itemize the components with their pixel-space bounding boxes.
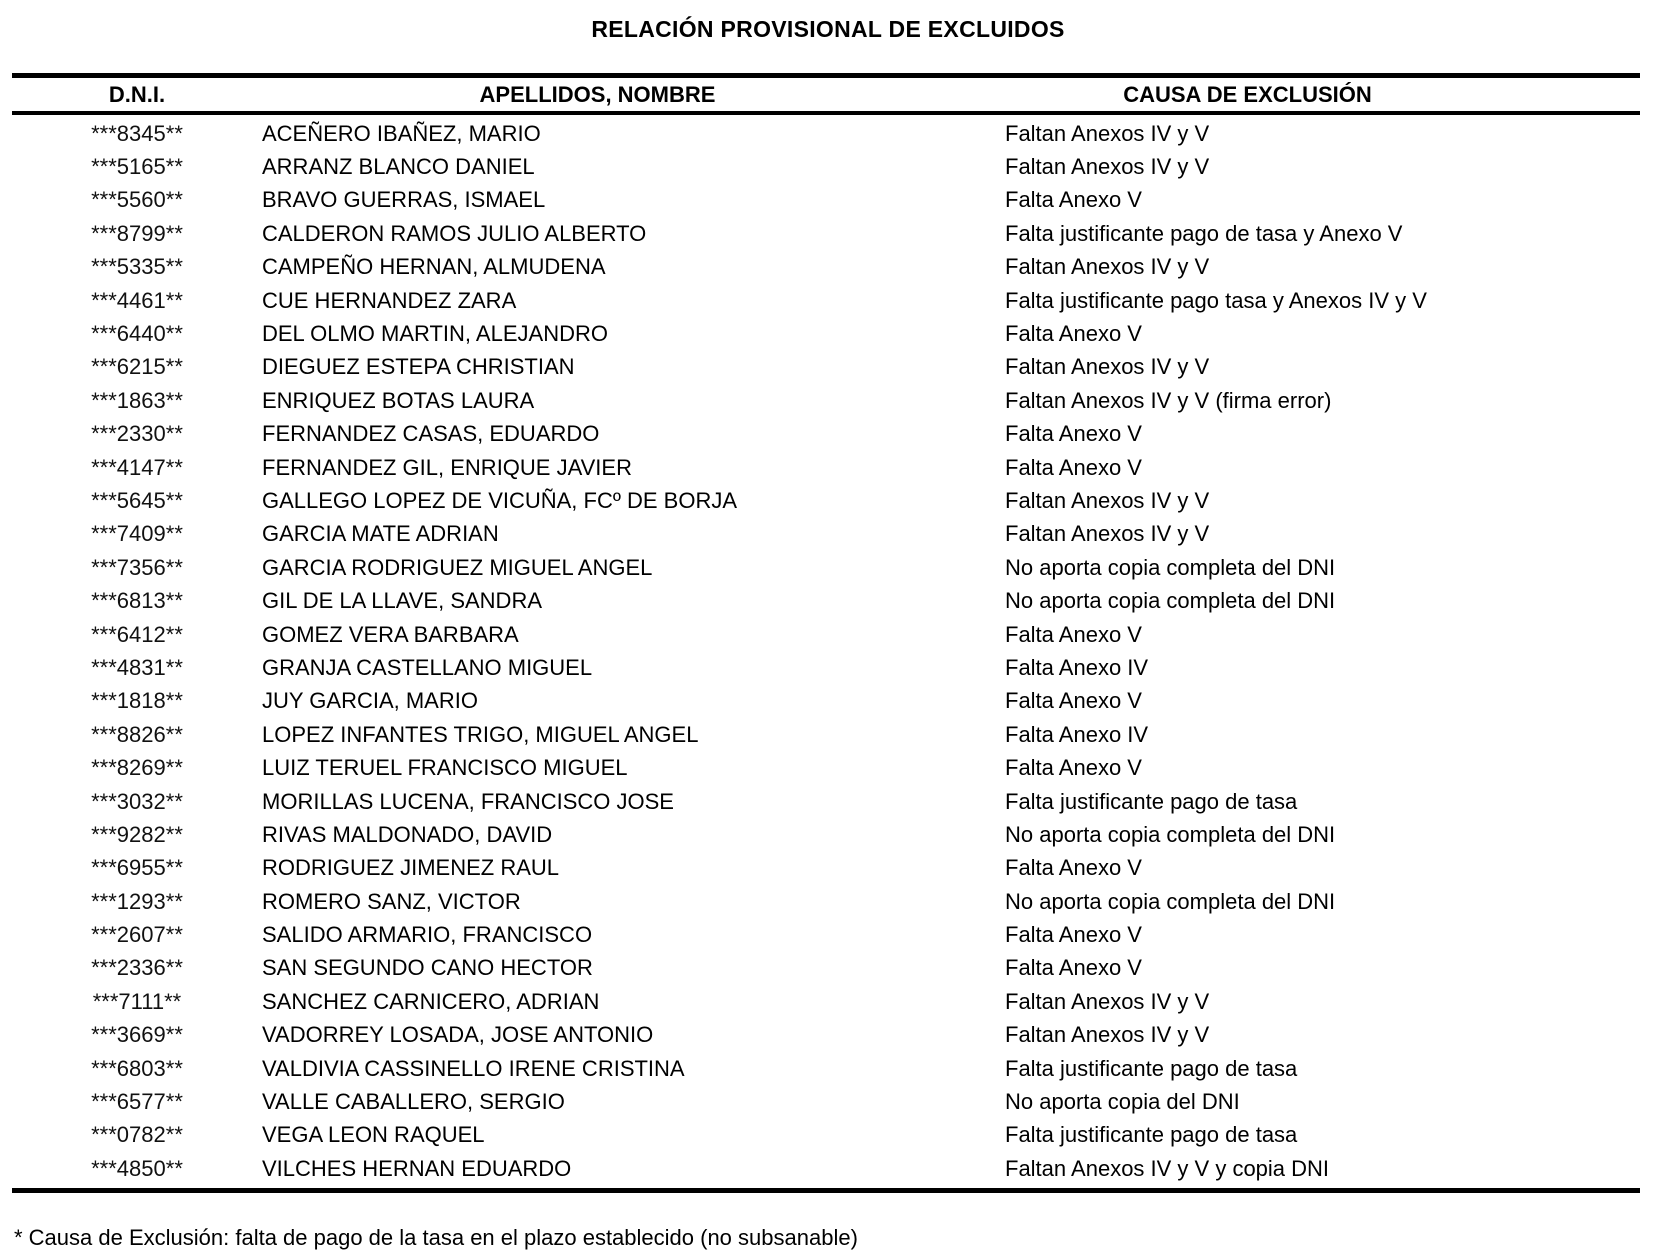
- table-row: [12, 284, 1640, 317]
- cell-dni: ***9282**: [91, 821, 183, 847]
- cell-dni: ***6803**: [91, 1055, 183, 1081]
- table-row: [12, 551, 1640, 584]
- cell-dni: ***5645**: [91, 487, 183, 513]
- table-row: [12, 885, 1640, 918]
- cell-cause: Falta Anexo IV: [1005, 654, 1149, 680]
- cell-cause: Faltan Anexos IV y V y copia DNI: [1005, 1155, 1330, 1181]
- cell-dni: ***6215**: [91, 354, 183, 380]
- cell-dni: ***2336**: [91, 955, 183, 981]
- header-cause: CAUSA DE EXCLUSIÓN: [1123, 81, 1372, 107]
- cell-name: ARRANZ BLANCO DANIEL: [262, 154, 535, 180]
- cell-cause: Faltan Anexos IV y V: [1005, 254, 1210, 280]
- table-row: [12, 184, 1640, 217]
- cell-cause: No aporta copia del DNI: [1005, 1089, 1240, 1115]
- table-row: [12, 918, 1640, 951]
- cell-dni: ***3032**: [91, 788, 183, 814]
- table-row: [12, 484, 1640, 517]
- cell-name: DEL OLMO MARTIN, ALEJANDRO: [262, 321, 608, 347]
- table-body: [12, 115, 1640, 1188]
- cell-name: VALDIVIA CASSINELLO IRENE CRISTINA: [262, 1055, 685, 1081]
- table-row: [12, 351, 1640, 384]
- cell-cause: Falta justificante pago de tasa: [1005, 1055, 1298, 1081]
- footnote: * Causa de Exclusión: falta de pago de la tasa en el plazo establecido (no subsanable): [14, 1224, 858, 1250]
- cell-name: MORILLAS LUCENA, FRANCISCO JOSE: [262, 788, 674, 814]
- cell-dni: ***6577**: [91, 1089, 183, 1115]
- cell-cause: Falta Anexo V: [1005, 755, 1142, 781]
- cell-name: CALDERON RAMOS JULIO ALBERTO: [262, 220, 647, 246]
- table-row: [12, 1119, 1640, 1152]
- cell-name: VADORREY LOSADA, JOSE ANTONIO: [262, 1022, 654, 1048]
- cell-dni: ***1863**: [91, 387, 183, 413]
- cell-name: LOPEZ INFANTES TRIGO, MIGUEL ANGEL: [262, 721, 699, 747]
- cell-name: VILCHES HERNAN EDUARDO: [262, 1155, 572, 1181]
- table-row: [12, 384, 1640, 417]
- cell-name: GARCIA MATE ADRIAN: [262, 521, 499, 547]
- cell-cause: Faltan Anexos IV y V (firma error): [1005, 387, 1332, 413]
- cell-cause: Faltan Anexos IV y V: [1005, 988, 1210, 1014]
- cell-dni: ***6440**: [91, 321, 183, 347]
- cell-cause: Falta Anexo IV: [1005, 721, 1149, 747]
- table-row: [12, 150, 1640, 183]
- table-row: [12, 518, 1640, 551]
- cell-name: CUE HERNANDEZ ZARA: [262, 287, 517, 313]
- cell-dni: ***1293**: [91, 888, 183, 914]
- cell-name: GOMEZ VERA BARBARA: [262, 621, 519, 647]
- table-row: [12, 317, 1640, 350]
- cell-name: GIL DE LA LLAVE, SANDRA: [262, 588, 543, 614]
- cell-cause: Falta justificante pago de tasa: [1005, 788, 1298, 814]
- cell-name: SANCHEZ CARNICERO, ADRIAN: [262, 988, 600, 1014]
- cell-cause: No aporta copia completa del DNI: [1005, 821, 1336, 847]
- cell-cause: Faltan Anexos IV y V: [1005, 1022, 1210, 1048]
- cell-dni: ***5560**: [91, 187, 183, 213]
- cell-cause: Falta justificante pago de tasa: [1005, 1122, 1298, 1148]
- cell-dni: ***0782**: [91, 1122, 183, 1148]
- cell-name: JUY GARCIA, MARIO: [262, 688, 478, 714]
- cell-name: ROMERO SANZ, VICTOR: [262, 888, 521, 914]
- cell-dni: ***8269**: [91, 755, 183, 781]
- table-row: [12, 418, 1640, 451]
- cell-cause: Faltan Anexos IV y V: [1005, 354, 1210, 380]
- cell-cause: Falta Anexo V: [1005, 621, 1142, 647]
- cell-name: RIVAS MALDONADO, DAVID: [262, 821, 553, 847]
- cell-name: DIEGUEZ ESTEPA CHRISTIAN: [262, 354, 575, 380]
- cell-cause: Falta Anexo V: [1005, 454, 1142, 480]
- cell-name: GARCIA RODRIGUEZ MIGUEL ANGEL: [262, 554, 653, 580]
- table-row: [12, 952, 1640, 985]
- table-row: [12, 584, 1640, 617]
- cell-cause: Falta Anexo V: [1005, 688, 1142, 714]
- cell-cause: Falta justificante pago de tasa y Anexo V: [1005, 220, 1403, 246]
- cell-cause: Falta Anexo V: [1005, 855, 1142, 881]
- cell-dni: ***4850**: [91, 1155, 183, 1181]
- cell-name: VALLE CABALLERO, SERGIO: [262, 1089, 565, 1115]
- table-row: [12, 251, 1640, 284]
- table-header-row: [12, 78, 1640, 115]
- cell-name: ACEÑERO IBAÑEZ, MARIO: [262, 120, 541, 146]
- table-row: [12, 818, 1640, 851]
- table-row: [12, 1052, 1640, 1085]
- cell-cause: Faltan Anexos IV y V: [1005, 487, 1210, 513]
- table-row: [12, 117, 1640, 150]
- cell-dni: ***7111**: [92, 988, 182, 1014]
- table-row: [12, 985, 1640, 1018]
- cell-name: VEGA LEON RAQUEL: [262, 1122, 485, 1148]
- cell-name: CAMPEÑO HERNAN, ALMUDENA: [262, 254, 606, 280]
- cell-dni: ***2607**: [91, 922, 183, 948]
- cell-dni: ***8345**: [91, 120, 183, 146]
- cell-dni: ***5335**: [91, 254, 183, 280]
- table-row: [12, 1085, 1640, 1118]
- cell-dni: ***7356**: [91, 554, 183, 580]
- cell-dni: ***6813**: [91, 588, 183, 614]
- table-row: [12, 651, 1640, 684]
- table-row: [12, 451, 1640, 484]
- cell-dni: ***4147**: [91, 454, 183, 480]
- cell-cause: Falta Anexo V: [1005, 922, 1142, 948]
- cell-cause: Faltan Anexos IV y V: [1005, 154, 1210, 180]
- header-name: APELLIDOS, NOMBRE: [479, 81, 716, 107]
- table-row: [12, 751, 1640, 784]
- page-title: RELACIÓN PROVISIONAL DE EXCLUIDOS: [591, 16, 1065, 42]
- cell-name: FERNANDEZ GIL, ENRIQUE JAVIER: [262, 454, 632, 480]
- cell-cause: Faltan Anexos IV y V: [1005, 521, 1210, 547]
- cell-dni: ***3669**: [91, 1022, 183, 1048]
- cell-dni: ***7409**: [91, 521, 183, 547]
- cell-cause: Faltan Anexos IV y V: [1005, 120, 1210, 146]
- cell-dni: ***6412**: [91, 621, 183, 647]
- cell-cause: Falta Anexo V: [1005, 955, 1142, 981]
- cell-cause: No aporta copia completa del DNI: [1005, 588, 1336, 614]
- cell-dni: ***4831**: [91, 654, 183, 680]
- cell-cause: Falta justificante pago tasa y Anexos IV y V: [1005, 287, 1427, 313]
- table-row: [12, 217, 1640, 250]
- cell-name: LUIZ TERUEL FRANCISCO MIGUEL: [262, 755, 628, 781]
- table-row: [12, 618, 1640, 651]
- cell-name: RODRIGUEZ JIMENEZ RAUL: [262, 855, 560, 881]
- cell-name: SAN SEGUNDO CANO HECTOR: [262, 955, 593, 981]
- cell-name: SALIDO ARMARIO, FRANCISCO: [262, 922, 593, 948]
- cell-dni: ***6955**: [91, 855, 183, 881]
- cell-name: FERNANDEZ CASAS, EDUARDO: [262, 421, 600, 447]
- cell-dni: ***2330**: [91, 421, 183, 447]
- cell-name: BRAVO GUERRAS, ISMAEL: [262, 187, 546, 213]
- table-row: [12, 785, 1640, 818]
- cell-cause: No aporta copia completa del DNI: [1005, 554, 1336, 580]
- cell-dni: ***5165**: [91, 154, 183, 180]
- cell-dni: ***4461**: [91, 287, 183, 313]
- header-dni: D.N.I.: [108, 81, 166, 107]
- cell-name: GRANJA CASTELLANO MIGUEL: [262, 654, 593, 680]
- cell-dni: ***8826**: [91, 721, 183, 747]
- cell-cause: No aporta copia completa del DNI: [1005, 888, 1336, 914]
- table-row: [12, 1019, 1640, 1052]
- table-row: [12, 852, 1640, 885]
- excluded-list-table: [12, 73, 1640, 1193]
- table-row: [12, 685, 1640, 718]
- cell-name: ENRIQUEZ BOTAS LAURA: [262, 387, 535, 413]
- cell-name: GALLEGO LOPEZ DE VICUÑA, FCº DE BORJA: [262, 487, 738, 513]
- cell-dni: ***1818**: [91, 688, 183, 714]
- cell-dni: ***8799**: [91, 220, 183, 246]
- table-row: [12, 1152, 1640, 1185]
- cell-cause: Falta Anexo V: [1005, 421, 1142, 447]
- table-row: [12, 718, 1640, 751]
- cell-cause: Falta Anexo V: [1005, 321, 1142, 347]
- cell-cause: Falta Anexo V: [1005, 187, 1142, 213]
